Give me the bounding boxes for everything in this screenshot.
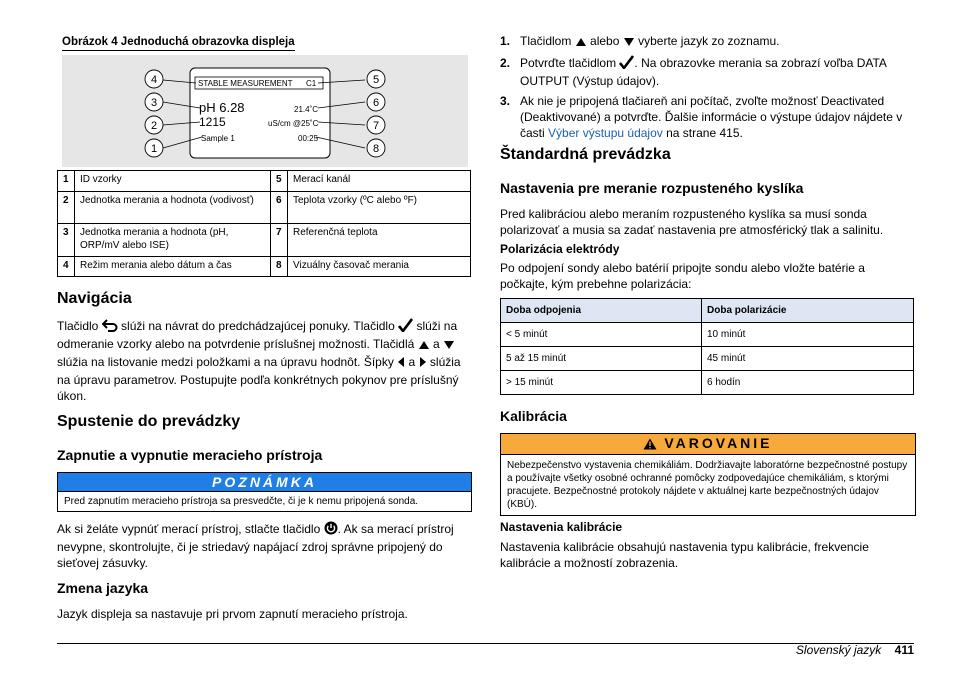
language-heading: Zmena jazyka bbox=[57, 580, 149, 596]
callout-label-2: 2 bbox=[150, 120, 158, 132]
right-arrow-icon bbox=[419, 356, 427, 372]
language-steps bbox=[500, 33, 914, 145]
footer-language: Slovenský jazyk bbox=[795, 643, 882, 657]
display-value-cond: 1215 bbox=[199, 115, 226, 129]
display-value-ph: pH 6.28 bbox=[199, 100, 245, 115]
power-subheading: Zapnutie a vypnutie meracieho prístroja bbox=[57, 447, 323, 463]
callout-label-7: 7 bbox=[372, 120, 380, 132]
table-row: 2 Jednotka merania a hodnota (vodivosť) 6 Teplota vzorky (ºC alebo ºF) bbox=[58, 192, 471, 224]
list-item: 1. Tlačidlom alebo vyberte jazyk zo zoznamu. bbox=[500, 33, 914, 51]
table-header: Doba polarizácie bbox=[702, 299, 914, 323]
table-row: 1 ID vzorky 5 Merací kanál bbox=[58, 171, 471, 192]
callout-label-1: 1 bbox=[150, 143, 158, 155]
figure-legend-table bbox=[57, 170, 471, 277]
display-temp: 21.4˚C bbox=[294, 105, 319, 114]
list-item: 2. Potvrďte tlačidlom . Na obrazovke merania sa zobrazí voľba DATA OUTPUT (Výstup údajov). bbox=[500, 56, 887, 88]
display-timer: 00:25 bbox=[298, 134, 319, 143]
calibration-settings-heading: Nastavenia kalibrácie bbox=[500, 520, 623, 534]
nav-heading: Navigácia bbox=[57, 290, 132, 307]
oxygen-paragraph: Pred kalibráciou alebo meraním rozpusteného kyslíka sa musí sonda polarizovať a musia sa zadať nastavenia pre atmosférický tlak a salinitu. bbox=[500, 207, 884, 237]
table-row: < 5 minút 10 minút bbox=[501, 323, 914, 347]
left-arrow-icon bbox=[397, 356, 405, 372]
callout-label-5: 5 bbox=[372, 74, 380, 86]
callout-label-3: 3 bbox=[150, 97, 158, 109]
warning-text: Nebezpečenstvo vystavenia chemikáliám. Dodržiavajte laboratórne bezpečnostné postupy a používajte všetky osobné ochranné pomôcky zodpovedajúce chemikáliám, s ktorými pracujete. Bezpečnostné protokoly nájdete v aktuálnej karte bezpečnostných údajov (KBÚ). bbox=[507, 460, 908, 510]
table-header: Doba odpojenia bbox=[501, 299, 702, 323]
display-status: STABLE MEASUREMENT bbox=[198, 79, 293, 88]
back-icon bbox=[102, 319, 118, 336]
callout-label-6: 6 bbox=[372, 97, 380, 109]
table-row: 4 Režim merania alebo dátum a čas 8 Vizuálny časovač merania bbox=[58, 257, 471, 277]
data-output-link[interactable]: Výber výstupu údajov bbox=[548, 126, 663, 140]
language-paragraph: Jazyk displeja sa nastavuje pri prvom zapnutí meracieho prístroja. bbox=[57, 607, 408, 621]
warning-label: VAROVANIE bbox=[664, 435, 773, 451]
footer bbox=[796, 643, 914, 657]
up-arrow-icon bbox=[418, 338, 430, 354]
display-sample: Sample 1 bbox=[201, 134, 235, 143]
display-channel: C1 bbox=[306, 79, 317, 88]
warning-box bbox=[500, 433, 916, 516]
down-arrow-icon bbox=[443, 338, 455, 354]
table-row: > 15 minút 6 hodín bbox=[501, 371, 914, 395]
warning-icon bbox=[643, 437, 657, 453]
display-unit2: uS/cm @25˚C bbox=[268, 119, 319, 128]
note-text: Pred zapnutím meracieho prístroja sa presvedčte, či je k nemu pripojená sonda. bbox=[64, 496, 419, 507]
startup-heading: Spustenie do prevádzky bbox=[57, 413, 241, 430]
oxygen-subheading: Nastavenia pre meranie rozpusteného kyslíka bbox=[500, 180, 804, 196]
list-item: 3. Ak nie je pripojená tlačiareň ani počítač, zvoľte možnosť Deactivated (Deaktivované) a potvrďte. Ďalšie informácie o výstupe údajov nájdete v časti Výber výstupu údajov na strane 415. bbox=[500, 94, 903, 140]
callout-label-4: 4 bbox=[150, 74, 158, 86]
note-label: POZNÁMKA bbox=[58, 473, 471, 492]
power-icon bbox=[324, 521, 338, 539]
footer-divider bbox=[57, 643, 914, 644]
checkmark-icon bbox=[619, 55, 634, 73]
power-paragraph: Ak si želáte vypnúť merací prístroj, stlačte tlačidlo . Ak sa merací prístroj nevypne, skontrolujte, či je striedavý napájací zdroj správne pripojený do sieťovej zásuvky. bbox=[57, 522, 454, 570]
figure-caption: Obrázok 4 Jednoduchá obrazovka displeja bbox=[62, 36, 295, 51]
standard-heading: Štandardná prevádzka bbox=[500, 146, 671, 163]
table-header-row bbox=[501, 299, 914, 323]
polarization-paragraph: Po odpojení sondy alebo batérií pripojte sondu alebo vložte batérie a počkajte, kým prebehne polarizácia: bbox=[500, 261, 865, 291]
polarization-heading: Polarizácia elektródy bbox=[500, 242, 620, 256]
callout-label-8: 8 bbox=[372, 143, 380, 155]
note-box bbox=[57, 472, 472, 512]
table-row: 5 až 15 minút 45 minút bbox=[501, 347, 914, 371]
display-figure bbox=[62, 55, 468, 167]
nav-paragraph: Tlačidlo slúži na návrat do predchádzajúcej ponuky. Tlačidlo slúži na odmeranie vzorky alebo na potvrdenie príslušnej možnosti. Tlačidlá a slúžia na listovanie medzi položkami a na úpravu hodnôt. Šípky a slúžia na úpravu parametrov. Postupujte podľa konkrétnych pokynov pre príslušný úkon. bbox=[57, 319, 461, 403]
table-row: 3 Jednotka merania a hodnota (pH, ORP/mV alebo ISE) 7 Referenčná teplota bbox=[58, 224, 471, 257]
down-arrow-icon bbox=[623, 35, 635, 51]
up-arrow-icon bbox=[575, 35, 587, 51]
checkmark-icon bbox=[398, 318, 413, 336]
polarization-table bbox=[500, 298, 914, 395]
calibration-settings-paragraph: Nastavenia kalibrácie obsahujú nastavenia typu kalibrácie, frekvencie kalibrácie a možností zobrazenia. bbox=[500, 540, 869, 570]
page-number: 411 bbox=[894, 643, 914, 657]
calibration-heading: Kalibrácia bbox=[500, 408, 567, 424]
